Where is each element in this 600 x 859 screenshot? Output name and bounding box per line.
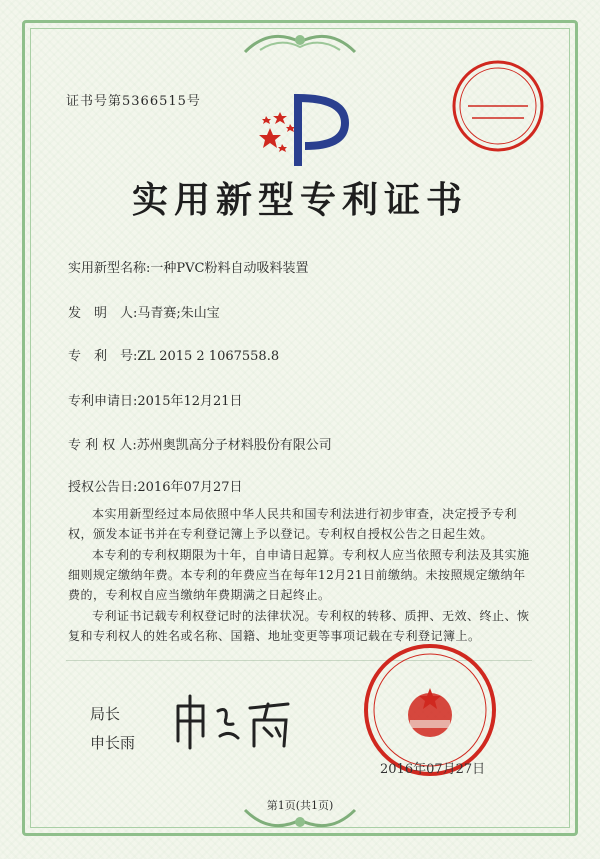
top-right-seal-icon bbox=[448, 56, 548, 156]
paragraph-2: 本专利的专利权期限为十年，自申请日起算。专利权人应当依照专利法及其实施细则规定缴纳年费。本专利的年费应当在每年12月21日前缴纳。未按照规定缴纳年费的，专利权自应当缴纳年费期满之日起终止。 bbox=[68, 548, 530, 602]
signature-icon bbox=[168, 686, 298, 756]
field-patentee: 专 利 权 人:苏州奥凯高分子材料股份有限公司 bbox=[68, 438, 332, 453]
field-utility-model-name: 实用新型名称:一种PVC粉料自动吸料装置 bbox=[68, 261, 309, 276]
patent-office-logo-icon bbox=[250, 88, 350, 168]
paragraph-1: 本实用新型经过本局依照中华人民共和国专利法进行初步审查，决定授予专利权，颁发本证书并在专利登记簿上予以登记。专利权自授权公告之日起生效。 bbox=[68, 507, 518, 541]
certificate-title: 实用新型专利证书 bbox=[131, 180, 468, 221]
top-ornament-icon bbox=[240, 22, 360, 62]
page-number: 第1页(共1页) bbox=[266, 799, 334, 812]
field-patent-number: 专 利 号:ZL 2015 2 1067558.8 bbox=[68, 349, 280, 364]
bureau-chief-label: 局长 bbox=[90, 705, 121, 723]
certificate-number: 证书号第5366515号 bbox=[66, 94, 201, 109]
bureau-chief-name: 申长雨 bbox=[90, 734, 136, 752]
field-grant-date: 授权公告日:2016年07月27日 bbox=[68, 480, 243, 495]
paragraph-3: 专利证书记载专利权登记时的法律状况。专利权的转移、质押、无效、终止、恢复和专利权人的姓名或名称、国籍、地址变更等事项记载在专利登记簿上。 bbox=[68, 609, 530, 643]
seal-date: 2016年07月27日 bbox=[380, 762, 486, 777]
field-inventors: 发 明 人:马青赛;朱山宝 bbox=[68, 306, 220, 321]
field-application-date: 专利申请日:2015年12月21日 bbox=[68, 394, 243, 409]
